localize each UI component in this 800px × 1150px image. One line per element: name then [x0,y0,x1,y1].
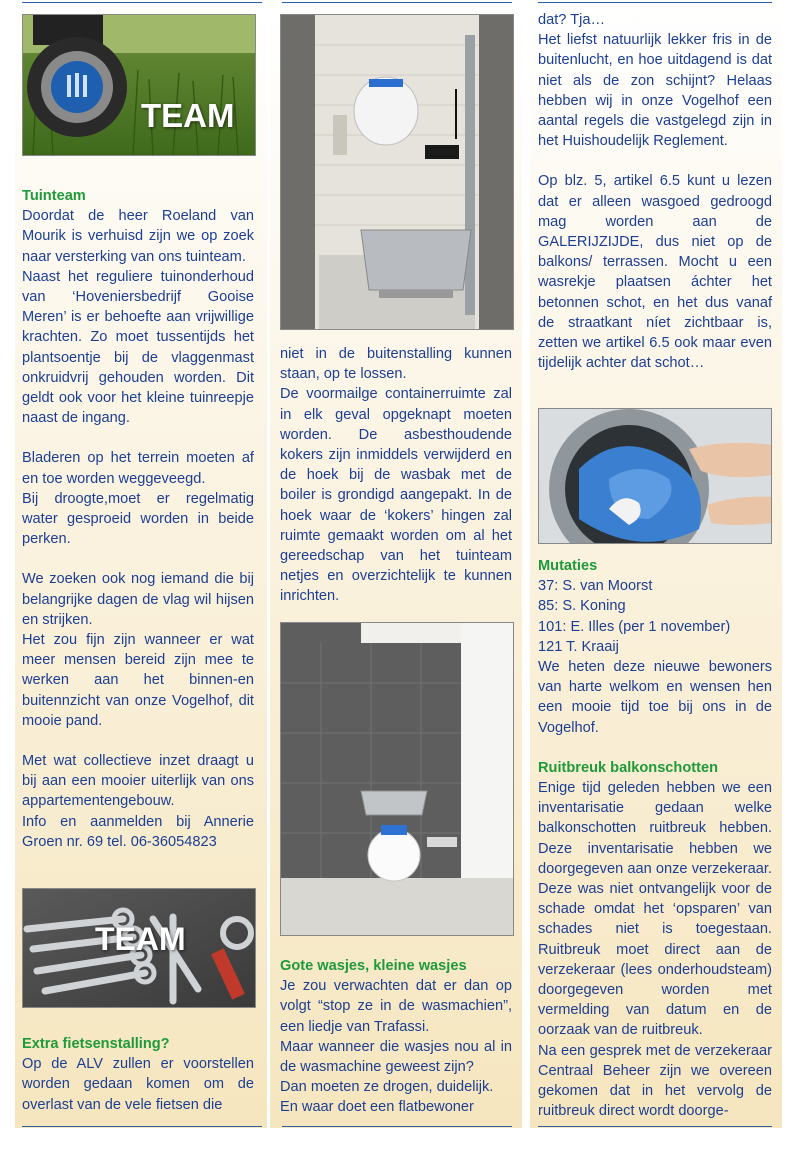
fietsenstalling-heading: Extra fietsenstalling? [22,1036,170,1052]
paragraph: Na een gesprek met de verzekeraar Centraal Beheer zijn we overeen gekomen dat in het vervolg de ruitbreuk direct wordt doorge- [538,1042,772,1120]
paragraph: Naast het reguliere tuinonderhoud van ‘Hoveniersbedrijf Gooise Meren’ is er behoefte aan vrijwillige krachten. Zo moet tussentijds het plantsoentje bij de vlaggenmast onkruidvrij gehouden worden. Dit geldt ook voor het kleine tuinreepje naast de ingang. [22,268,254,427]
paragraph: Info en aanmelden bij Annerie Groen nr. 69 tel. 06-36054823 [22,813,254,850]
ruitbreuk-heading: Ruitbreuk balkonschotten [538,759,719,776]
boiler-sink-photo [280,14,514,330]
top-rule-col2 [282,2,512,3]
paragraph: Het zou fijn zijn wanneer er wat meer mensen bereid zijn mee te werken aan het binnen-en buitennzicht van onze Vogelhof, dit mooie pand. [22,632,254,729]
col3-text-bottom [538,556,772,1121]
bottom-rule-col2 [282,1126,512,1127]
wasjes-heading: Gote wasjes, kleine wasjes [280,958,467,974]
paragraph: Je zou verwachten dat er dan op volgt “stop ze in de wasmachien”, een liedje van Trafassi. [280,978,512,1035]
paragraph: Bij droogte,moet er regelmatig water gesproeid worden in beide perken. [22,490,254,548]
mutation-item: 121 T. Kraaij [538,638,619,655]
mutaties-heading: Mutaties [538,558,598,574]
col3-text-top [538,10,772,373]
paragraph: Dan moeten ze drogen, duidelijk. [280,1079,494,1096]
paragraph: Maar wanneer die wasjes nou al in de wasmachine geweest zijn? [280,1038,512,1076]
tuinteam-heading: Tuinteam [22,188,86,204]
paragraph: Doordat de heer Roeland van Mourik is verhuisd zijn we op zoek naar versterking van ons tuinteam. [22,208,254,265]
paragraph: Het liefst natuurlijk lekker fris in de buitenlucht, en hoe uitdagend is dat niet als de zon schijnt? Helaas hebben wij in onze Vogelhof een aantal regels die vastgelegd zijn in het Huishoudelijk Reglement. [538,32,772,150]
top-rule-col3 [538,2,772,3]
paragraph: Bladeren op het terrein moeten af en toe worden weggeveegd. [22,450,254,487]
tuinteam-photo [22,14,256,156]
mutation-item: 85: S. Koning [538,598,626,615]
team-overlay-text-1: TEAM [141,97,235,134]
paragraph: dat? Tja… [538,12,606,28]
top-rule-col1 [22,2,262,3]
paragraph: Enige tijd geleden hebben we een inventarisatie gedaan welke balkonschotten ruitbreuk hebben. Deze inventarisatie hebben we doorgegeven aan onze verzekeraar. Deze was niet ontvangelijk voor de schade omdat het ‘opsparen’ van schades niet is toegestaan. Ruitbreuk moet direct aan de verzekeraar (lees onderhoudsteam) doorgegeven worden met vermelding van datum en de oorzaak van de ruitbreuk. [538,780,772,1039]
mutation-item: 101: E. Illes (per 1 november) [538,618,731,635]
laundry-photo [538,408,772,544]
paragraph: En waar doet een flatbewoner [280,1099,474,1116]
paragraph: Op de ALV zullen er voorstellen worden gedaan komen om de overlast van de vele fietsen die [22,1056,254,1113]
paragraph: niet in de buitenstalling kunnen staan, op te lossen. [280,346,512,383]
corner-sink-photo [280,622,514,936]
paragraph: We zoeken ook nog iemand die bij belangrijke dagen de vlag wil hijsen en strijken. [22,571,254,628]
col2-text-top [280,344,512,607]
paragraph: Met wat collectieve inzet draagt u bij aan een mooier uiterlijk van ons appartementengebouw. [22,753,254,810]
paragraph: De voormailge containerruimte zal in elk geval opgeknapt moeten worden. De asbesthoudende kokers zijn inmiddels verwijderd en de hoek bij de wasbak met de boiler is grondigd aangepakt. In de hoek waar de ‘kokers’ hingen zal ruimte gemaakt worden om al het gereedschap van het tuinteam netjes en overzichtelijk te kunnen inrichten. [280,386,512,605]
mutation-item: 37: S. van Moorst [538,578,653,595]
bottom-rule-col1 [22,1126,262,1127]
paragraph: Op blz. 5, artikel 6.5 kunt u lezen dat er alleen wasgoed gedroogd mag worden aan de GALERIJZIJDE, dus niet op de balkons/ terrassen. Mocht u een wasrekje plaatsen áchter het betonnen schot, en het dus vanaf de straatkant níet zichtbaar is, zetten we artikel 6.5 ook maar even tijdelijk achter dat schot… [538,173,772,372]
col2-text-bottom [280,956,512,1118]
tools-photo [22,888,256,1008]
col1-text-top [22,186,254,852]
bottom-rule-col3 [538,1126,772,1127]
col1-text-bottom [22,1034,254,1115]
paragraph: We heten deze nieuwe bewoners van harte welkom en wensen hen een mooie tijd toe bij ons in de Vogelhof. [538,659,772,736]
team-overlay-text-2: TEAM [95,921,186,957]
